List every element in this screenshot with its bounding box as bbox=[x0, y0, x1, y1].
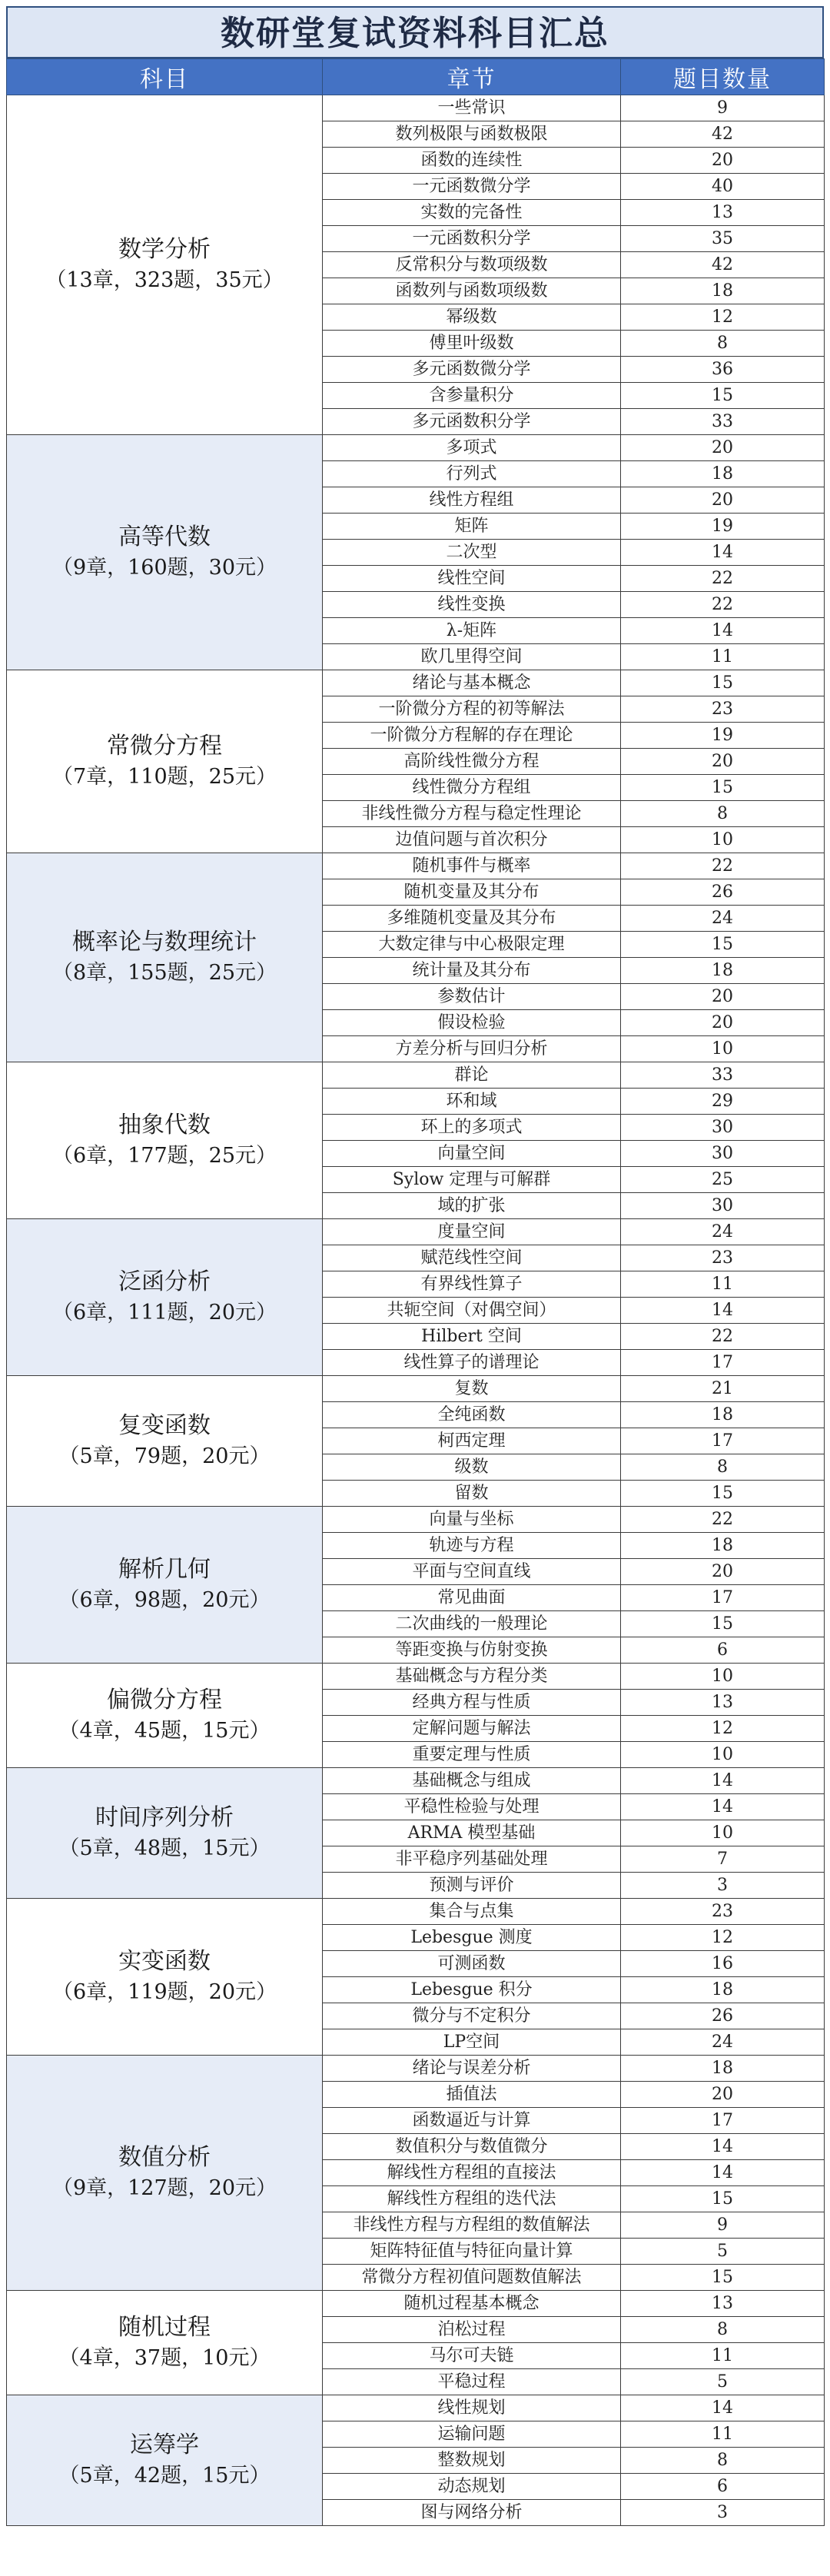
chapter-cell: 复数 bbox=[323, 1376, 621, 1402]
subject-cell bbox=[7, 1376, 323, 1507]
chapter-cell: 解线性方程组的迭代法 bbox=[323, 2186, 621, 2212]
count-cell: 40 bbox=[621, 174, 825, 200]
chapter-cell: 平面与空间直线 bbox=[323, 1559, 621, 1585]
subject-cell bbox=[7, 1768, 323, 1899]
count-cell: 10 bbox=[621, 1742, 825, 1768]
chapter-cell: 向量空间 bbox=[323, 1141, 621, 1167]
chapter-cell: 有界线性算子 bbox=[323, 1271, 621, 1298]
count-cell: 8 bbox=[621, 2448, 825, 2474]
chapter-cell: 常见曲面 bbox=[323, 1585, 621, 1611]
count-cell: 13 bbox=[621, 2291, 825, 2317]
chapter-cell: 一阶微分方程的初等解法 bbox=[323, 696, 621, 723]
chapter-cell: 随机变量及其分布 bbox=[323, 879, 621, 906]
count-cell: 33 bbox=[621, 1062, 825, 1089]
chapter-cell: 数值积分与数值微分 bbox=[323, 2134, 621, 2160]
subject-summary: （6章，98题，20元） bbox=[58, 1587, 271, 1612]
count-cell: 30 bbox=[621, 1115, 825, 1141]
count-cell: 14 bbox=[621, 1794, 825, 1820]
chapter-cell: 数列极限与函数极限 bbox=[323, 121, 621, 148]
count-cell: 17 bbox=[621, 1428, 825, 1454]
subject-summary: （6章，177题，25元） bbox=[51, 1143, 277, 1168]
chapter-cell: 一阶微分方程解的存在理论 bbox=[323, 723, 621, 749]
table-row bbox=[7, 1219, 825, 1245]
chapter-cell: 非线性微分方程与稳定性理论 bbox=[323, 801, 621, 827]
count-cell: 15 bbox=[621, 383, 825, 409]
subject-cell bbox=[7, 2056, 323, 2291]
chapter-cell: 绪论与误差分析 bbox=[323, 2056, 621, 2082]
subject-name: 抽象代数 bbox=[118, 1111, 211, 1138]
count-cell: 20 bbox=[621, 148, 825, 174]
chapter-cell: 实数的完备性 bbox=[323, 200, 621, 226]
subject-name: 时间序列分析 bbox=[95, 1803, 234, 1831]
count-cell: 10 bbox=[621, 1664, 825, 1690]
chapter-cell: 大数定律与中心极限定理 bbox=[323, 932, 621, 958]
count-cell: 3 bbox=[621, 2500, 825, 2526]
subject-cell bbox=[7, 1219, 323, 1376]
subject-name: 偏微分方程 bbox=[107, 1686, 222, 1713]
count-cell: 7 bbox=[621, 1846, 825, 1873]
subject-cell bbox=[7, 1664, 323, 1768]
subject-summary: （9章，160题，30元） bbox=[51, 555, 277, 580]
count-cell: 11 bbox=[621, 2343, 825, 2369]
chapter-cell: 统计量及其分布 bbox=[323, 958, 621, 984]
chapter-cell: 等距变换与仿射变换 bbox=[323, 1637, 621, 1664]
count-cell: 8 bbox=[621, 2317, 825, 2343]
count-cell: 36 bbox=[621, 357, 825, 383]
table-row bbox=[7, 1664, 825, 1690]
chapter-cell: 随机过程基本概念 bbox=[323, 2291, 621, 2317]
chapter-cell: 一元函数微分学 bbox=[323, 174, 621, 200]
chapter-cell: 动态规划 bbox=[323, 2474, 621, 2500]
subject-summary: （4章，45题，15元） bbox=[58, 1718, 271, 1743]
count-cell: 20 bbox=[621, 1559, 825, 1585]
chapter-cell: 一元函数积分学 bbox=[323, 226, 621, 252]
chapter-cell: 线性微分方程组 bbox=[323, 775, 621, 801]
count-cell: 15 bbox=[621, 2265, 825, 2291]
count-cell: 13 bbox=[621, 200, 825, 226]
count-cell: 14 bbox=[621, 1298, 825, 1324]
subject-name: 概率论与数理统计 bbox=[72, 928, 257, 956]
count-cell: 11 bbox=[621, 644, 825, 670]
count-cell: 3 bbox=[621, 1873, 825, 1899]
count-cell: 17 bbox=[621, 1350, 825, 1376]
table-row bbox=[7, 1899, 825, 1925]
count-cell: 19 bbox=[621, 723, 825, 749]
count-cell: 42 bbox=[621, 252, 825, 278]
count-cell: 10 bbox=[621, 1036, 825, 1062]
chapter-cell: 微分与不定积分 bbox=[323, 2003, 621, 2029]
subject-name: 运筹学 bbox=[130, 2431, 199, 2458]
chapter-cell: 线性变换 bbox=[323, 592, 621, 618]
count-cell: 29 bbox=[621, 1089, 825, 1115]
count-cell: 25 bbox=[621, 1167, 825, 1193]
subject-name: 泛函分析 bbox=[118, 1268, 211, 1295]
count-cell: 14 bbox=[621, 2160, 825, 2186]
count-cell: 11 bbox=[621, 2421, 825, 2448]
chapter-cell: 基础概念与组成 bbox=[323, 1768, 621, 1794]
table-row bbox=[7, 2395, 825, 2421]
count-cell: 18 bbox=[621, 1402, 825, 1428]
chapter-cell: 柯西定理 bbox=[323, 1428, 621, 1454]
chapter-cell: 域的扩张 bbox=[323, 1193, 621, 1219]
count-cell: 35 bbox=[621, 226, 825, 252]
chapter-cell: 马尔可夫链 bbox=[323, 2343, 621, 2369]
subject-name: 实变函数 bbox=[118, 1947, 211, 1975]
count-cell: 30 bbox=[621, 1193, 825, 1219]
count-cell: 13 bbox=[621, 1690, 825, 1716]
count-cell: 22 bbox=[621, 592, 825, 618]
table-row bbox=[7, 1507, 825, 1533]
subject-summary: （9章，127题，20元） bbox=[51, 2175, 277, 2200]
chapter-cell: 向量与坐标 bbox=[323, 1507, 621, 1533]
count-cell: 20 bbox=[621, 984, 825, 1010]
chapter-cell: 插值法 bbox=[323, 2082, 621, 2108]
chapter-cell: 反常积分与数项级数 bbox=[323, 252, 621, 278]
subject-table bbox=[6, 58, 825, 2526]
chapter-cell: 函数逼近与计算 bbox=[323, 2108, 621, 2134]
chapter-cell: 全纯函数 bbox=[323, 1402, 621, 1428]
count-cell: 12 bbox=[621, 1925, 825, 1951]
chapter-cell: 线性规划 bbox=[323, 2395, 621, 2421]
count-cell: 15 bbox=[621, 775, 825, 801]
header-row bbox=[7, 59, 825, 95]
chapter-cell: 高阶线性微分方程 bbox=[323, 749, 621, 775]
chapter-cell: 线性算子的谱理论 bbox=[323, 1350, 621, 1376]
chapter-cell: 级数 bbox=[323, 1454, 621, 1481]
count-cell: 23 bbox=[621, 1245, 825, 1271]
subject-summary: （7章，110题，25元） bbox=[51, 764, 277, 789]
chapter-cell: 留数 bbox=[323, 1481, 621, 1507]
chapter-cell: 定解问题与解法 bbox=[323, 1716, 621, 1742]
header-subject: 科目 bbox=[7, 59, 323, 95]
table-row bbox=[7, 1062, 825, 1089]
count-cell: 14 bbox=[621, 1768, 825, 1794]
chapter-cell: 经典方程与性质 bbox=[323, 1690, 621, 1716]
count-cell: 18 bbox=[621, 461, 825, 487]
count-cell: 9 bbox=[621, 95, 825, 121]
chapter-cell: 集合与点集 bbox=[323, 1899, 621, 1925]
count-cell: 26 bbox=[621, 2003, 825, 2029]
count-cell: 15 bbox=[621, 1481, 825, 1507]
subject-cell bbox=[7, 1507, 323, 1664]
count-cell: 15 bbox=[621, 670, 825, 696]
chapter-cell: 含参量积分 bbox=[323, 383, 621, 409]
count-cell: 20 bbox=[621, 487, 825, 514]
chapter-cell: 二次曲线的一般理论 bbox=[323, 1611, 621, 1637]
chapter-cell: Lebesgue 积分 bbox=[323, 1977, 621, 2003]
header-chapter: 章节 bbox=[323, 59, 621, 95]
chapter-cell: 赋范线性空间 bbox=[323, 1245, 621, 1271]
count-cell: 18 bbox=[621, 278, 825, 304]
chapter-cell: 多项式 bbox=[323, 435, 621, 461]
subject-summary: （8章，155题，25元） bbox=[51, 960, 277, 985]
chapter-cell: 非平稳序列基础处理 bbox=[323, 1846, 621, 1873]
table-row bbox=[7, 2291, 825, 2317]
count-cell: 23 bbox=[621, 696, 825, 723]
subject-summary: （5章，48题，15元） bbox=[58, 1836, 271, 1860]
chapter-cell: 边值问题与首次积分 bbox=[323, 827, 621, 853]
chapter-cell: 幂级数 bbox=[323, 304, 621, 331]
chapter-cell: Sylow 定理与可解群 bbox=[323, 1167, 621, 1193]
chapter-cell: 假设检验 bbox=[323, 1010, 621, 1036]
count-cell: 22 bbox=[621, 853, 825, 879]
count-cell: 42 bbox=[621, 121, 825, 148]
chapter-cell: 环上的多项式 bbox=[323, 1115, 621, 1141]
subject-cell bbox=[7, 2395, 323, 2526]
subject-cell bbox=[7, 853, 323, 1062]
count-cell: 5 bbox=[621, 2239, 825, 2265]
summary-sheet bbox=[6, 6, 824, 2526]
subject-summary: （6章，119题，20元） bbox=[51, 1979, 277, 2004]
chapter-cell: ARMA 模型基础 bbox=[323, 1820, 621, 1846]
table-row bbox=[7, 1768, 825, 1794]
count-cell: 24 bbox=[621, 1219, 825, 1245]
subject-summary: （6章，111题，20元） bbox=[51, 1300, 277, 1325]
count-cell: 19 bbox=[621, 514, 825, 540]
count-cell: 23 bbox=[621, 1899, 825, 1925]
header-count: 题目数量 bbox=[621, 59, 825, 95]
count-cell: 16 bbox=[621, 1951, 825, 1977]
chapter-cell: 多元函数积分学 bbox=[323, 409, 621, 435]
chapter-cell: 欧几里得空间 bbox=[323, 644, 621, 670]
subject-cell bbox=[7, 1899, 323, 2056]
count-cell: 33 bbox=[621, 409, 825, 435]
count-cell: 18 bbox=[621, 958, 825, 984]
subject-name: 高等代数 bbox=[118, 523, 211, 550]
chapter-cell: 函数列与函数项级数 bbox=[323, 278, 621, 304]
count-cell: 22 bbox=[621, 1324, 825, 1350]
chapter-cell: LP空间 bbox=[323, 2029, 621, 2056]
count-cell: 11 bbox=[621, 1271, 825, 1298]
count-cell: 10 bbox=[621, 1820, 825, 1846]
chapter-cell: 解线性方程组的直接法 bbox=[323, 2160, 621, 2186]
count-cell: 15 bbox=[621, 2186, 825, 2212]
count-cell: 14 bbox=[621, 2395, 825, 2421]
subject-cell bbox=[7, 435, 323, 670]
chapter-cell: 多元函数微分学 bbox=[323, 357, 621, 383]
chapter-cell: 矩阵 bbox=[323, 514, 621, 540]
chapter-cell: 度量空间 bbox=[323, 1219, 621, 1245]
count-cell: 17 bbox=[621, 2108, 825, 2134]
count-cell: 20 bbox=[621, 2082, 825, 2108]
count-cell: 8 bbox=[621, 331, 825, 357]
count-cell: 14 bbox=[621, 540, 825, 566]
subject-cell bbox=[7, 1062, 323, 1219]
count-cell: 20 bbox=[621, 435, 825, 461]
count-cell: 24 bbox=[621, 906, 825, 932]
chapter-cell: 多维随机变量及其分布 bbox=[323, 906, 621, 932]
chapter-cell: 傅里叶级数 bbox=[323, 331, 621, 357]
count-cell: 18 bbox=[621, 2056, 825, 2082]
table-row bbox=[7, 95, 825, 121]
chapter-cell: 运输问题 bbox=[323, 2421, 621, 2448]
count-cell: 12 bbox=[621, 304, 825, 331]
count-cell: 18 bbox=[621, 1977, 825, 2003]
count-cell: 14 bbox=[621, 618, 825, 644]
chapter-cell: 随机事件与概率 bbox=[323, 853, 621, 879]
chapter-cell: 轨迹与方程 bbox=[323, 1533, 621, 1559]
chapter-cell: 绪论与基本概念 bbox=[323, 670, 621, 696]
table-row bbox=[7, 670, 825, 696]
chapter-cell: 整数规划 bbox=[323, 2448, 621, 2474]
chapter-cell: 可测函数 bbox=[323, 1951, 621, 1977]
count-cell: 22 bbox=[621, 1507, 825, 1533]
chapter-cell: 行列式 bbox=[323, 461, 621, 487]
subject-cell bbox=[7, 2291, 323, 2395]
chapter-cell: 平稳性检验与处理 bbox=[323, 1794, 621, 1820]
chapter-cell: 线性空间 bbox=[323, 566, 621, 592]
subject-name: 数值分析 bbox=[118, 2143, 211, 2171]
chapter-cell: Lebesgue 测度 bbox=[323, 1925, 621, 1951]
count-cell: 10 bbox=[621, 827, 825, 853]
subject-name: 复变函数 bbox=[118, 1411, 211, 1439]
count-cell: 15 bbox=[621, 932, 825, 958]
count-cell: 12 bbox=[621, 1716, 825, 1742]
subject-summary: （4章，37题，10元） bbox=[58, 2345, 271, 2370]
count-cell: 6 bbox=[621, 2474, 825, 2500]
chapter-cell: 重要定理与性质 bbox=[323, 1742, 621, 1768]
page-title: 数研堂复试资料科目汇总 bbox=[6, 6, 824, 58]
count-cell: 8 bbox=[621, 801, 825, 827]
chapter-cell: 图与网络分析 bbox=[323, 2500, 621, 2526]
subject-name: 数学分析 bbox=[118, 235, 211, 263]
subject-name: 常微分方程 bbox=[107, 732, 222, 760]
chapter-cell: 平稳过程 bbox=[323, 2369, 621, 2395]
count-cell: 8 bbox=[621, 1454, 825, 1481]
count-cell: 14 bbox=[621, 2134, 825, 2160]
chapter-cell: 群论 bbox=[323, 1062, 621, 1089]
chapter-cell: λ-矩阵 bbox=[323, 618, 621, 644]
subject-name: 随机过程 bbox=[118, 2313, 211, 2341]
chapter-cell: 函数的连续性 bbox=[323, 148, 621, 174]
chapter-cell: 非线性方程与方程组的数值解法 bbox=[323, 2212, 621, 2239]
count-cell: 6 bbox=[621, 1637, 825, 1664]
subject-summary: （5章，79题，20元） bbox=[58, 1444, 271, 1468]
count-cell: 21 bbox=[621, 1376, 825, 1402]
chapter-cell: 常微分方程初值问题数值解法 bbox=[323, 2265, 621, 2291]
chapter-cell: 线性方程组 bbox=[323, 487, 621, 514]
table-row bbox=[7, 435, 825, 461]
count-cell: 5 bbox=[621, 2369, 825, 2395]
table-row bbox=[7, 1376, 825, 1402]
count-cell: 17 bbox=[621, 1585, 825, 1611]
chapter-cell: Hilbert 空间 bbox=[323, 1324, 621, 1350]
count-cell: 15 bbox=[621, 1611, 825, 1637]
subject-summary: （5章，42题，15元） bbox=[58, 2463, 271, 2488]
table-row bbox=[7, 853, 825, 879]
chapter-cell: 方差分析与回归分析 bbox=[323, 1036, 621, 1062]
chapter-cell: 一些常识 bbox=[323, 95, 621, 121]
chapter-cell: 基础概念与方程分类 bbox=[323, 1664, 621, 1690]
subject-name: 解析几何 bbox=[118, 1555, 211, 1583]
table-body bbox=[7, 95, 825, 2526]
subject-cell bbox=[7, 95, 323, 435]
table-row bbox=[7, 2056, 825, 2082]
subject-cell bbox=[7, 670, 323, 853]
chapter-cell: 参数估计 bbox=[323, 984, 621, 1010]
subject-summary: （13章，323题，35元） bbox=[45, 268, 284, 292]
count-cell: 22 bbox=[621, 566, 825, 592]
count-cell: 9 bbox=[621, 2212, 825, 2239]
count-cell: 24 bbox=[621, 2029, 825, 2056]
chapter-cell: 共轭空间（对偶空间） bbox=[323, 1298, 621, 1324]
chapter-cell: 环和域 bbox=[323, 1089, 621, 1115]
count-cell: 18 bbox=[621, 1533, 825, 1559]
count-cell: 20 bbox=[621, 749, 825, 775]
count-cell: 20 bbox=[621, 1010, 825, 1036]
count-cell: 30 bbox=[621, 1141, 825, 1167]
chapter-cell: 泊松过程 bbox=[323, 2317, 621, 2343]
chapter-cell: 矩阵特征值与特征向量计算 bbox=[323, 2239, 621, 2265]
count-cell: 26 bbox=[621, 879, 825, 906]
chapter-cell: 预测与评价 bbox=[323, 1873, 621, 1899]
chapter-cell: 二次型 bbox=[323, 540, 621, 566]
